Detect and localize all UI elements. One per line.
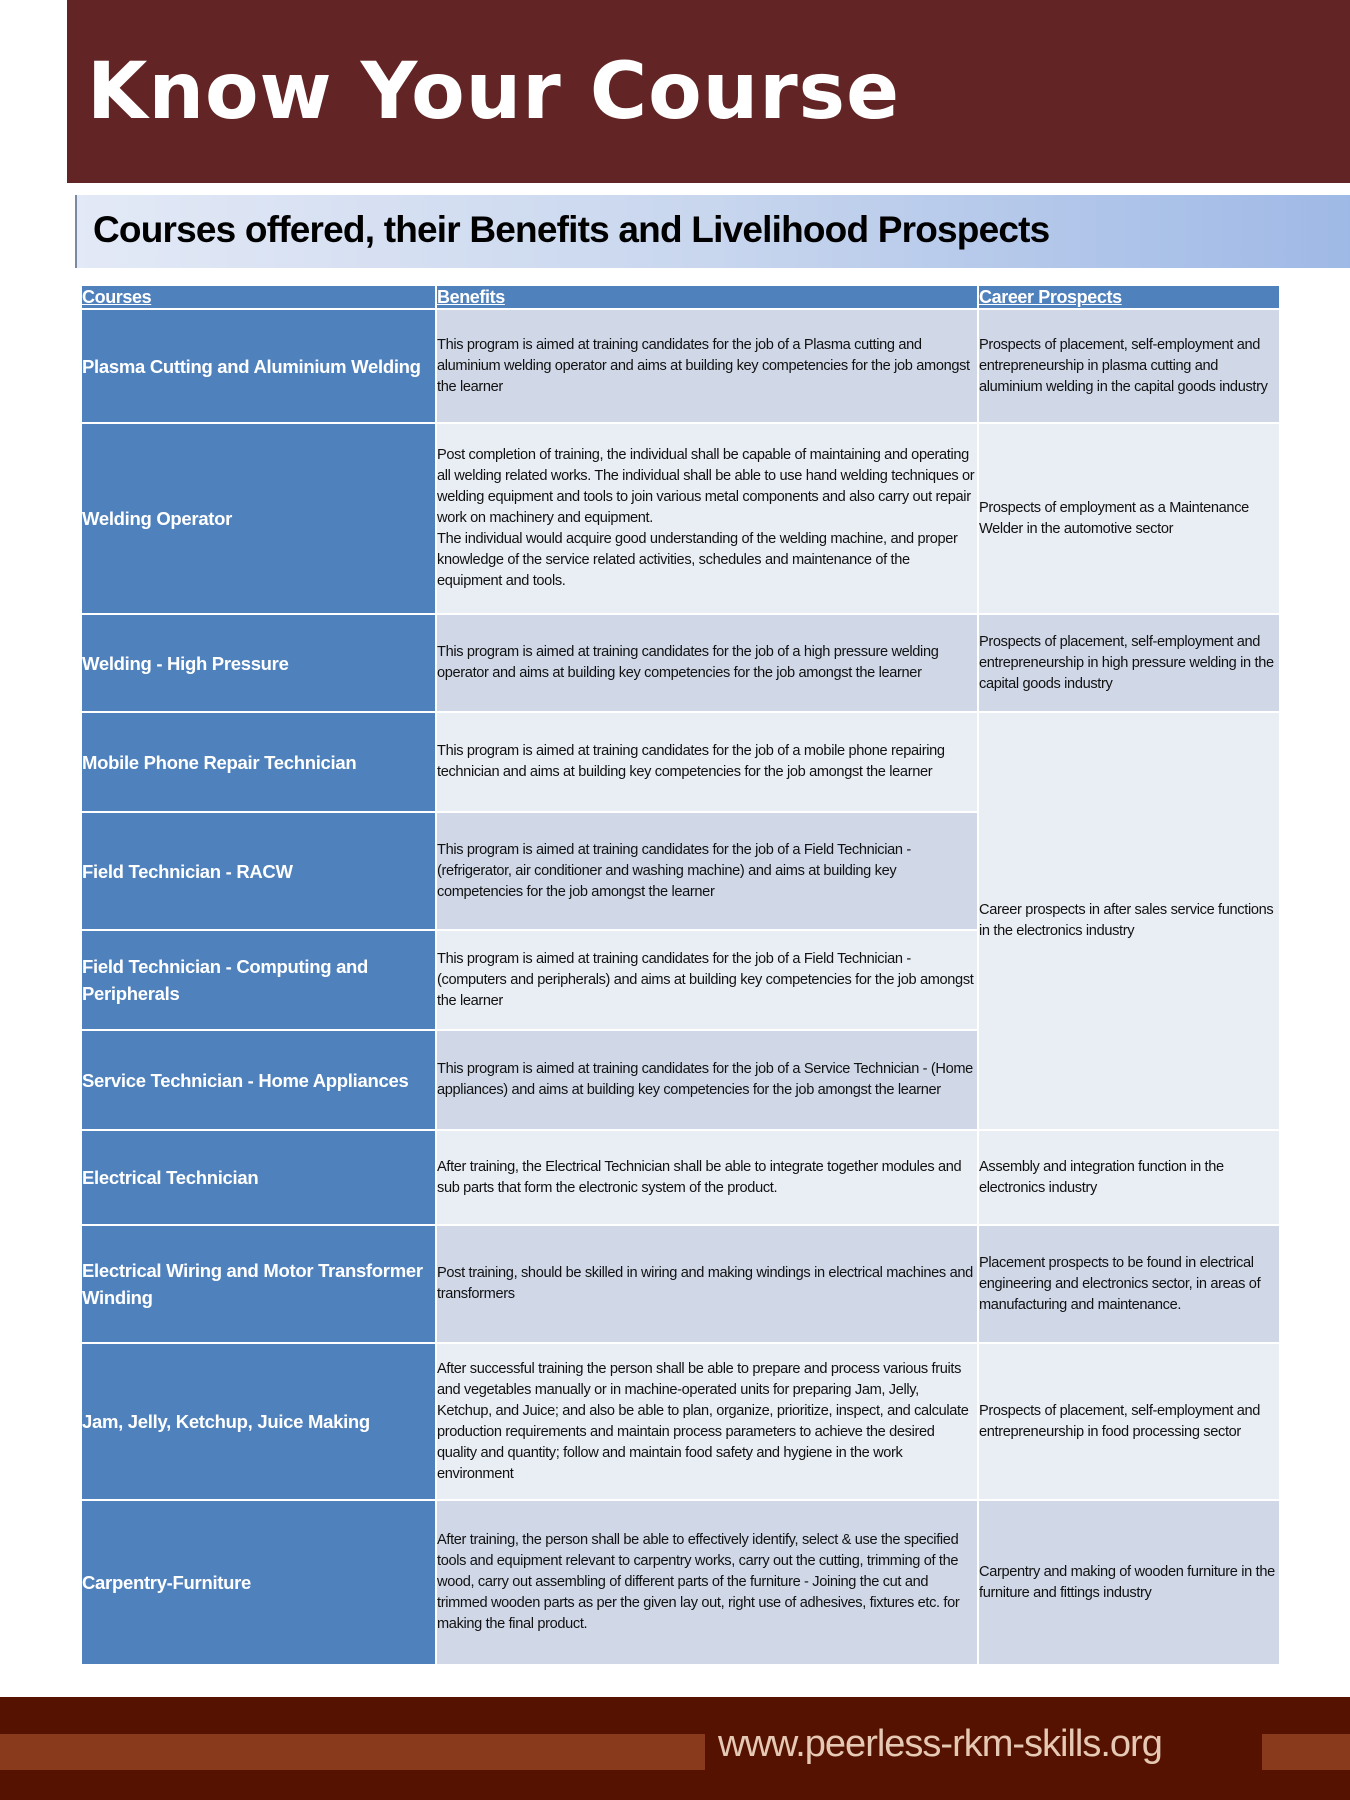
course-benefits: This program is aimed at training candidates for the job of a Field Technician - (computers and peripherals) and aims at building key competencies for the job amongst the learner — [437, 931, 977, 1029]
course-name: Service Technician - Home Appliances — [82, 1031, 435, 1129]
footer-stripe — [0, 1734, 705, 1770]
career-prospects: Prospects of placement, self-employment and entrepreneurship in high pressure welding in the capital goods industry — [979, 615, 1279, 711]
table-row — [82, 1501, 1279, 1664]
course-benefits: This program is aimed at training candidates for the job of a mobile phone repairing technician and aims at building key competencies for the job amongst the learner — [437, 713, 977, 811]
course-benefits: After successful training the person shall be able to prepare and process various fruits and vegetables manually or in machine-operated units for preparing Jam, Jelly, Ketchup, and Juice; and also be able to plan, organize, prioritize, inspect, and calculate production requirements and maintain process parameters to achieve the desired quality and quantity; follow and maintain food safety and hygiene in the work environment — [437, 1344, 977, 1499]
table-row — [82, 310, 1279, 422]
career-prospects: Placement prospects to be found in electrical engineering and electronics sector, in areas of manufacturing and maintenance. — [979, 1226, 1279, 1342]
subtitle-band — [75, 195, 1350, 268]
career-prospects: Prospects of placement, self-employment and entrepreneurship in plasma cutting and aluminium welding in the capital goods industry — [979, 310, 1279, 422]
course-benefits: This program is aimed at training candidates for the job of a Service Technician - (Home appliances) and aims at building key competencies for the job amongst the learner — [437, 1031, 977, 1129]
courses-table — [80, 284, 1281, 1666]
header-banner — [67, 0, 1350, 183]
career-prospects: Carpentry and making of wooden furniture in the furniture and fittings industry — [979, 1501, 1279, 1664]
column-header-benefits: Benefits — [437, 286, 977, 308]
section-title: Courses offered, their Benefits and Livelihood Prospects — [93, 209, 1050, 250]
course-name: Plasma Cutting and Aluminium Welding — [82, 310, 435, 422]
course-name: Welding Operator — [82, 424, 435, 613]
course-name: Electrical Technician — [82, 1131, 435, 1224]
course-benefits: After training, the Electrical Technician shall be able to integrate together modules and sub parts that form the electronic system of the product. — [437, 1131, 977, 1224]
course-benefits: This program is aimed at training candidates for the job of a high pressure welding operator and aims at building key competencies for the job amongst the learner — [437, 615, 977, 711]
course-name: Field Technician - RACW — [82, 813, 435, 929]
table-header-row — [82, 286, 1279, 308]
course-name: Field Technician - Computing and Peripherals — [82, 931, 435, 1029]
course-benefits: This program is aimed at training candidates for the job of a Field Technician - (refrigerator, air conditioner and washing machine) and aims at building key competencies for the job amongst the learner — [437, 813, 977, 929]
course-name: Carpentry-Furniture — [82, 1501, 435, 1664]
table-row — [82, 1131, 1279, 1224]
career-prospects: Prospects of employment as a Maintenance Welder in the automotive sector — [979, 424, 1279, 613]
table-row — [82, 615, 1279, 711]
course-name: Mobile Phone Repair Technician — [82, 713, 435, 811]
career-prospects: Prospects of placement, self-employment and entrepreneurship in food processing sector — [979, 1344, 1279, 1499]
course-benefits: Post completion of training, the individual shall be capable of maintaining and operating all welding related works. The individual shall be able to use hand welding techniques or welding equipment and tools to join various metal components and also carry out repair work on machinery and equipment. The individual would acquire good understanding of the welding machine, and proper knowledge of the service related activities, schedules and maintenance of the equipment and tools. — [437, 424, 977, 613]
course-name: Jam, Jelly, Ketchup, Juice Making — [82, 1344, 435, 1499]
table-row — [82, 1344, 1279, 1499]
page-title: Know Your Course — [87, 47, 900, 137]
column-header-courses: Courses — [82, 286, 435, 308]
footer-stripe-right — [1262, 1734, 1350, 1770]
course-benefits: After training, the person shall be able to effectively identify, select & use the specified tools and equipment relevant to carpentry works, carry out the cutting, trimming of the wood, carry out assembling of different parts of the furniture - Joining the cut and trimmed wooden parts as per the given lay out, right use of adhesives, fixtures etc. for making the final product. — [437, 1501, 977, 1664]
table-row — [82, 713, 1279, 811]
career-prospects: Career prospects in after sales service functions in the electronics industry — [979, 713, 1279, 1129]
table-row — [82, 424, 1279, 613]
course-name: Electrical Wiring and Motor Transformer Winding — [82, 1226, 435, 1342]
course-benefits: This program is aimed at training candidates for the job of a Plasma cutting and aluminium welding operator and aims at building key competencies for the job amongst the learner — [437, 310, 977, 422]
website-url[interactable]: www.peerless-rkm-skills.org — [718, 1723, 1162, 1765]
course-benefits: Post training, should be skilled in wiring and making windings in electrical machines and transformers — [437, 1226, 977, 1342]
course-name: Welding - High Pressure — [82, 615, 435, 711]
table-row — [82, 1226, 1279, 1342]
column-header-career-prospects: Career Prospects — [979, 286, 1279, 308]
footer-bar — [0, 1697, 1350, 1800]
career-prospects: Assembly and integration function in the electronics industry — [979, 1131, 1279, 1224]
